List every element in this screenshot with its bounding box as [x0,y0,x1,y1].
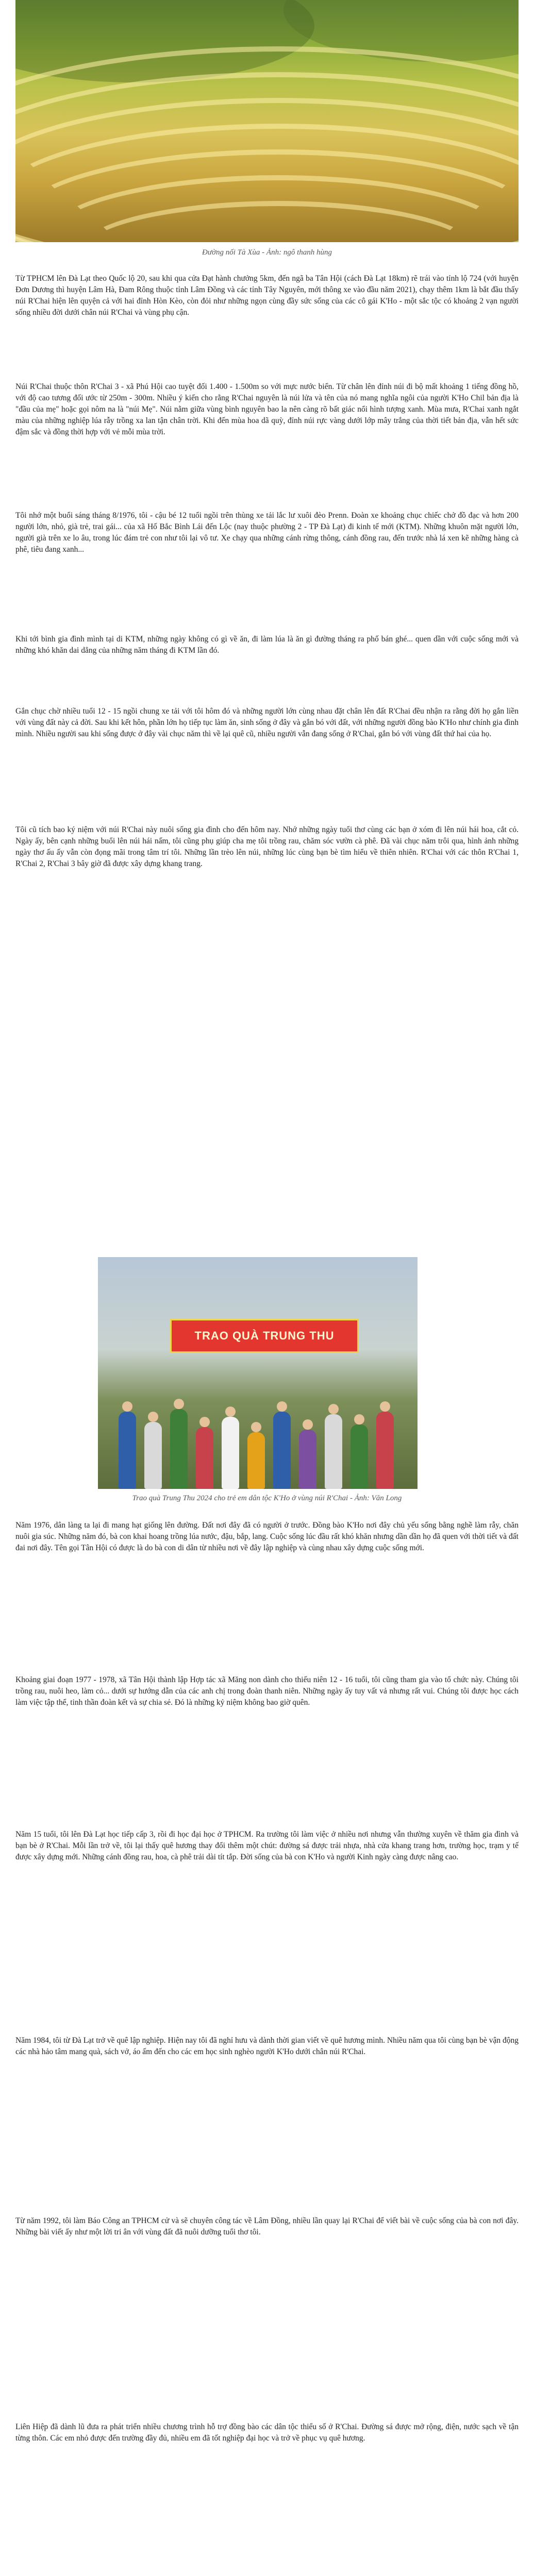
paragraph: Tôi nhớ một buổi sáng tháng 8/1976, tôi - cậu bé 12 tuổi ngồi trên thùng xe tải lắc lư xuôi đèo Prenn. Đoàn xe khoảng chục chiếc chở đồ đạc và hơn 200 người lớn, nhỏ, già trẻ, trai gái... của xã Hố Bắc Bình Lái đến Lộc (nay thuộc phường 2 - TP Đà Lạt) đi kinh tế mới (KTM). Những khuôn mặt người lớn, người già trên xe lo âu, trong lúc đám trẻ con như tôi lại vô tư. Xe chạy qua những cánh rừng thông, cánh đồng rau, đến trước nhà lá xen kẽ những hàng cà phê, tiêu đang xanh... [15,511,519,554]
photo-caption: Trao quà Trung Thu 2024 cho trẻ em dân tộc K'Ho ở vùng núi R'Chai - Ảnh: Văn Long [132,1494,402,1502]
gift-event-photo [98,1257,418,1489]
paragraph: Năm 1984, tôi từ Đà Lạt trở về quê lập nghiệp. Hiện nay tôi đã nghỉ hưu và dành thời gian viết về quê hương mình. Nhiều năm qua tôi cùng bạn bè vận động các nhà hảo tâm mang quà, sách vở, áo ấm đến cho các em học sinh nghèo người K'Ho dưới chân núi R'Chai. [15,2036,519,2056]
rice-terrace-photo [15,0,519,242]
paragraph: Núi R'Chai thuộc thôn R'Chai 3 - xã Phú Hội cao tuyệt đối 1.400 - 1.500m so với mực nước biển. Từ chân lên đỉnh núi đi bộ mất khoảng 1 tiếng đồng hồ, với độ cao tương đối ước từ 250m - 300m. Nhiều ý kiến cho rằng R'Chai nguyên là núi lửa và tên của nó mang nghĩa ngôi của người K'Ho Chil bản địa là "đầu của mẹ" hoặc gọi nôm na là "núi Mẹ". Núi nằm giữa vùng bình nguyên bao la nên càng rõ bất giác nổi hình tượng xanh. Mùa mưa, R'Chai xanh ngắt màu của những nghiệp lúa rẫy trồng xa lan tận chân trời. Khi đến mùa hoa dã quỳ, đỉnh núi rực vàng dưới lớp mây trắng của thời tiết bản địa, vẫn hết sức đậm sắc và đồng thời hợp với vẻ mỗi mùa trời. [15,382,519,436]
paragraph: Tôi cũ tích bao ký niệm với núi R'Chai này nuôi sống gia đình cho đến hôm nay. Nhớ những ngày tuổi thơ cùng các bạn ở xóm đi lên núi hái hoa, cắt cỏ. Ngày ấy, bên cạnh những buổi lên núi hái nấm, tôi cũng phụ giúp cha mẹ tôi trồng rau, chăm sóc vườn cà phê. Đã vài chục năm trôi qua, hình ảnh những ngày thơ ấu ấy vẫn còn đọng mãi trong tâm trí tôi. Những lần trèo lên núi, những lúc cùng bạn bè tìm hiểu về thiên nhiên. R'Chai với các thôn R'Chai 1, R'Chai 2, R'Chai 3 bây giờ đã được xây dựng khang trang. [15,825,519,868]
paragraph: Năm 1976, dân làng ta lại đi mang hạt giống lên đường. Đất nơi đây đã có người ở trước. Đồng bào K'Ho nơi đây chủ yếu sống bằng nghề làm rẫy, chăn nuôi gia súc. Những năm đó, bà con khai hoang trồng lúa nước, đậu, bắp, lang. Cuộc sống lúc đầu rất khó khăn nhưng dần dần họ đã quen với thời tiết và đất đai nơi đây. Tên gọi Tân Hội có được là do bà con di dân từ nhiều nơi về đây lập nghiệp và cùng nhau xây dựng cuộc sống mới. [15,1521,519,1552]
paragraph: Liên Hiệp đã dành lũ đưa ra phát triển nhiều chương trình hỗ trợ đồng bào các dân tộc thiểu số ở R'Chai. Đường sá được mở rộng, điện, nước sạch về tận từng thôn. Các em nhỏ được đến trường đầy đủ, nhiều em đã tốt nghiệp đại học và trở về phục vụ quê hương. [15,2422,519,2443]
photo-caption: Đường nối Tà Xùa - Ảnh: ngô thanh hùng [202,248,332,257]
paragraph: Từ TPHCM lên Đà Lạt theo Quốc lộ 20, sau khi qua cửa Đạt hành chưởng 5km, đến ngã ba Tân Hội (cách Đà Lạt 18km) rẽ trái vào tỉnh lộ 724 (với huyện Đơn Dương thì huyện Lâm Hà, Đam Rông thuộc tỉnh Lâm Đồng và các tỉnh Tây Nguyên, mới thông xe vào đầu năm 2021), chạy thêm 1km là bắt đầu thấy núi R'Chai hiện lên quyện cả với hai đỉnh Hòn Kèo, còn đỏi như những ngọn cùng đầy sức sống của các cô gái K'Ho - một sắc tộc có khoảng 2 vạn người sống nhiều đời dưới chân núi R'Chai và vùng phụ cận. [15,274,519,317]
paragraph: Từ năm 1992, tôi làm Báo Công an TPHCM cử và sẽ chuyên công tác về Lâm Đồng, nhiều lần quay lại R'Chai để viết bài về cuộc sống của bà con nơi đây. Những bài viết ấy như một lời tri ân với vùng đất đã nuôi dưỡng tuổi thơ tôi. [15,2216,519,2236]
paragraph: Gắn chục chờ nhiều tuổi 12 - 15 ngồi chung xe tải với tôi hôm đó và những người lớn cùng nhau đặt chân lên đất R'Chai đều nhận ra rằng đời họ gắn liền với vùng đất này cả đời. Sau khi kết hôn, phần lớn họ tiếp tục làm ăn, sinh sống ở đây và gắn bó với đất, với những người đồng bào K'Ho như chính gia đình mình. Nhiều người sau khi sống được ở đây vài chục năm thì về lại quê cũ, nhiều người vẫn đang sống ở R'Chai, gắn bó với vùng đất thứ hai của họ. [15,707,519,738]
paragraph: Khi tới bình gia đình mình tại di KTM, những ngày không có gì về ăn, đi làm lúa là ăn gì đường tháng ra phố bán ghé... quen dần với cuộc sống mới và những khó khăn dai dẳng của những năm tháng đi KTM lần đó. [15,635,519,655]
paragraph: Năm 15 tuổi, tôi lên Đà Lạt học tiếp cấp 3, rồi đi học đại học ở TPHCM. Ra trường tôi làm việc ở nhiều nơi nhưng vẫn thường xuyên về thăm gia đình và bạn bè ở R'Chai. Mỗi lần trở về, tôi lại thấy quê hương thay đổi thêm một chút: đường sá được trải nhựa, nhà cửa khang trang hơn, trường học, trạm y tế được xây dựng mới. Những cánh đồng rau, hoa, cà phê trải dài tít tắp. Đời sống của bà con K'Ho và người Kinh ngày càng được nâng cao. [15,1830,519,1861]
paragraph: Khoảng giai đoạn 1977 - 1978, xã Tân Hội thành lập Hợp tác xã Măng non dành cho thiếu niên 12 - 16 tuổi, tôi cũng tham gia vào tổ chức này. Chúng tôi trồng rau, nuôi heo, làm cỏ... dưới sự hướng dẫn của các anh chị trong đoàn thanh niên. Những ngày ấy tuy vất vả nhưng rất vui. Chúng tôi được học cách làm việc tập thể, tinh thần đoàn kết và sự chia sẻ. Đó là những kỷ niệm không bao giờ quên. [15,1675,519,1707]
event-banner: TRAO QUÀ TRUNG THU [170,1319,359,1353]
